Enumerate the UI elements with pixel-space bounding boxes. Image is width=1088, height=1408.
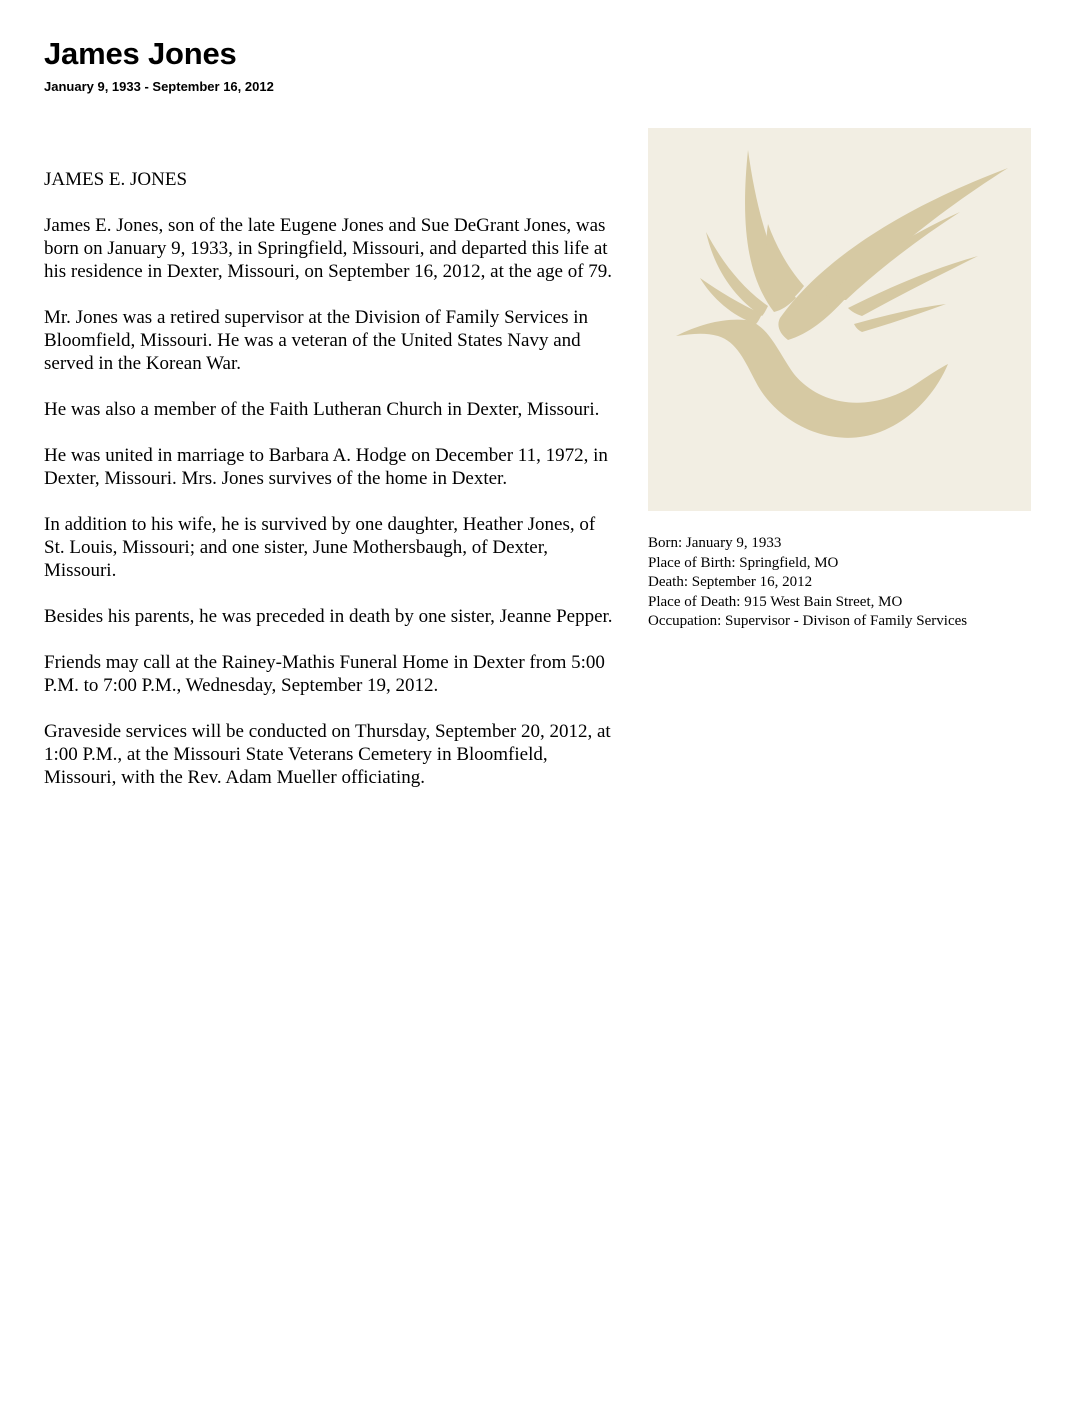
occupation-fact: Occupation: Supervisor - Divison of Family Services — [648, 613, 968, 630]
death-fact: Death: September 16, 2012 — [648, 574, 813, 591]
dove-icon — [648, 128, 1031, 511]
obituary-paragraph: Friends may call at the Rainey-Mathis Funeral Home in Dexter from 5:00 P.M. to 7:00 P.M., Wednesday, September 19, 2012. — [44, 652, 605, 696]
obituary-paragraph: Besides his parents, he was preceded in death by one sister, Jeanne Pepper. — [44, 606, 613, 627]
obituary-paragraph: He was also a member of the Faith Lutheran Church in Dexter, Missouri. — [44, 399, 600, 420]
obituary-paragraph: James E. Jones, son of the late Eugene Jones and Sue DeGrant Jones, was born on January 9, 1933, in Springfield, Missouri, and departed this life at his residence in Dexter, Missouri, on September 16, 2012, at the age of 79. — [44, 215, 613, 282]
deceased-name: James Jones — [44, 36, 237, 71]
obituary-paragraph: He was united in marriage to Barbara A. Hodge on December 11, 1972, in Dexter, Missouri. Mrs. Jones survives of the home in Dexter. — [44, 445, 608, 489]
life-dates: January 9, 1933 - September 16, 2012 — [44, 79, 274, 94]
born-fact: Born: January 9, 1933 — [648, 535, 782, 551]
place-of-death-fact: Place of Death: 915 West Bain Street, MO — [648, 593, 903, 610]
fact-list — [648, 534, 1068, 632]
memorial-photo — [648, 128, 1031, 511]
obituary-text — [44, 168, 614, 812]
place-of-birth-fact: Place of Birth: Springfield, MO — [648, 554, 839, 571]
obituary-paragraph: Graveside services will be conducted on Thursday, September 20, 2012, at 1:00 P.M., at the Missouri State Veterans Cemetery in Bloomfield, Missouri, with the Rev. Adam Mueller officiating. — [44, 721, 611, 788]
obituary-heading: JAMES E. JONES — [44, 169, 188, 190]
obituary-header — [44, 36, 274, 95]
obituary-paragraph: Mr. Jones was a retired supervisor at the Division of Family Services in Bloomfield, Missouri. He was a veteran of the United States Navy and served in the Korean War. — [44, 307, 589, 374]
obituary-paragraph: In addition to his wife, he is survived by one daughter, Heather Jones, of St. Louis, Missouri; and one sister, June Mothersbaugh, of Dexter, Missouri. — [44, 514, 596, 581]
